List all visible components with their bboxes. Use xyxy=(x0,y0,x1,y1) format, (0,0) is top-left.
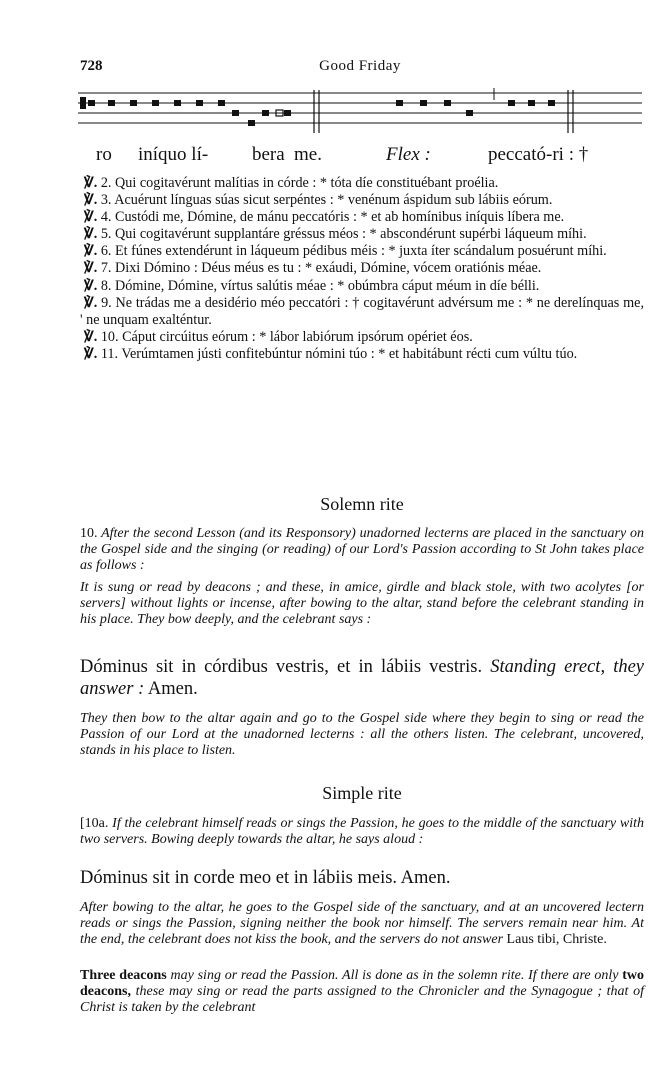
lyric-syllable: iníquo lí- xyxy=(138,144,209,165)
simple-spoken: Dóminus sit in corde meo et in lábiis meis. Amen. xyxy=(80,868,451,888)
verse-8: ℣. 8. Dómine, Dómine, vírtus salútis méae : * obúmbra cáput méum in díe bélli. xyxy=(84,277,540,294)
simple-rubric-2: After bowing to the altar, he goes to the Gospel side of the sanctuary, and at an uncovered lectern reads or sings the Passion, signing neither the book nor himself. The servers remain near him. At the end, the celebrant does not kiss the book, and the servers do not answer Laus tibi, Christe. xyxy=(80,900,644,948)
flex-label: Flex : xyxy=(386,144,431,165)
page-number: 728 xyxy=(80,58,103,74)
verse-10: ℣. 10. Cáput circúitus eórum : * lábor labiórum ipsórum opériet éos. xyxy=(84,328,473,345)
verse-6: ℣. 6. Et fúnes extendérunt in láqueum pédibus méis : * juxta íter scándalum posuérunt míhi. xyxy=(84,243,607,260)
verse-2: ℣. 2. Qui cogitavérunt malítias in córde : * tóta díe constituébant proélia. xyxy=(84,175,499,191)
simple-rite-heading: Simple rite xyxy=(322,783,402,803)
running-title: Good Friday xyxy=(319,58,401,74)
lyric-syllable: peccató-ri : † xyxy=(488,144,589,165)
psalm-verses xyxy=(80,175,644,363)
verse-4: ℣. 4. Custódi me, Dómine, de mánu peccatóris : * et ab homínibus iníquis líbera me. xyxy=(84,209,565,226)
simple-rubric-3: Three deacons may sing or read the Passion. All is done as in the solemn rite. If there are only two deacons, these may sing or read the parts assigned to the Chronicler and the Synagogue ; that of Christ is taken by the celebrant xyxy=(80,968,645,1016)
lyric-syllable: ro xyxy=(96,144,112,165)
chant-lyrics xyxy=(96,144,588,166)
verse-7: ℣. 7. Dixi Dómino : Déus méus es tu : * exáudi, Dómine, vócem oratiónis méae. xyxy=(84,260,542,277)
running-header xyxy=(80,58,640,78)
simple-rubric-1: [10a. If the celebrant himself reads or sings the Passion, he goes to the middle of the sanctuary with two servers. Bowing deeply towards the altar, he says aloud : xyxy=(80,816,645,848)
solemn-rubric-2: It is sung or read by deacons ; and these, in amice, girdle and black stole, with two acolytes [or servers] without lights or incense, after bowing to the altar, stand before the celebrant standing in his place. They bow deeply, and the celebrant says : xyxy=(80,580,644,628)
solemn-rubric-1: 10. After the second Lesson (and its Responsory) unadorned lecterns are placed in the sanctuary on the Gospel side and the singing (or reading) of our Lord's Passion according to St John takes place as follows : xyxy=(80,526,644,574)
verse-5: ℣. 5. Qui cogitavérunt supplantáre gréssus méos : * abscondérunt supérbi láqueum míhi. xyxy=(84,226,587,243)
verse-3: ℣. 3. Acuérunt línguas súas sicut serpéntes : * venénum áspidum sub lábiis eórum. xyxy=(84,192,553,209)
clef-mark xyxy=(80,97,86,109)
solemn-rubric-3: They then bow to the altar again and go to the Gospel side where they begin to sing or read the Passion of our Lord at the unadorned lecterns : all the others listen. The celebrant, uncovered, stands in his place to listen. xyxy=(80,711,644,759)
lyric-syllable: bera xyxy=(252,144,285,165)
verse-11: ℣. 11. Verúmtamen jústi confitebúntur nómini túo : * et habitábunt récti cum vúltu túo. xyxy=(84,345,578,362)
solemn-spoken-1: Dóminus sit in córdibus vestris, et in lábiis vestris. Standing erect, they answer : Amen. xyxy=(80,657,645,699)
solemn-rite-heading: Solemn rite xyxy=(320,494,404,514)
lyric-syllable: me. xyxy=(294,144,322,165)
chant-staff xyxy=(78,88,642,138)
verse-9: ℣. 9. Ne trádas me a desidério méo peccatóri : † cogitavérunt advérsum me : * ne derelínquas me, ' ne unquam exalténtur. xyxy=(80,294,645,328)
